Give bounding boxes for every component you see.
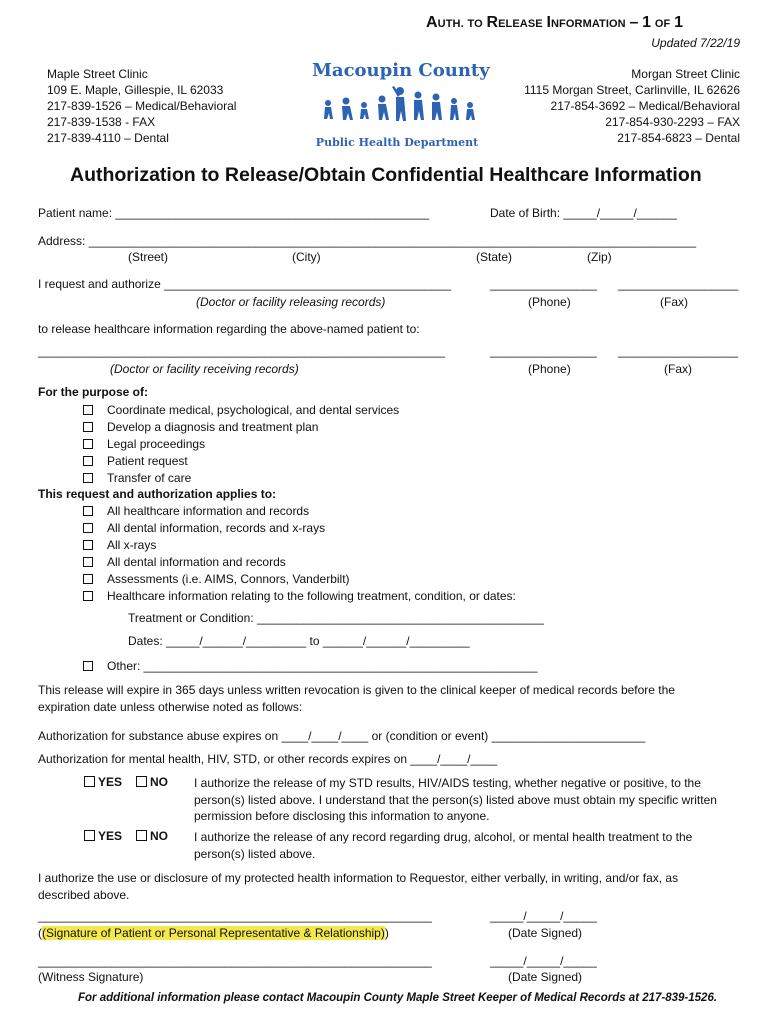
document-header-title: AUTH. TO RELEASE INFORMATION – 1 OF 1 <box>426 14 684 31</box>
purpose-list <box>83 402 399 487</box>
left-clinic-dental: 217-839-4110 – Dental <box>47 131 169 145</box>
right-clinic-info <box>524 66 740 146</box>
left-clinic-name: Maple Street Clinic <box>47 67 148 81</box>
logo-figures-icon <box>312 81 482 131</box>
other-field[interactable]: Other: ___________________________________________________________ <box>83 659 537 673</box>
right-clinic-address: 1115 Morgan Street, Carlinville, IL 62626 <box>524 83 740 97</box>
signature-date-line[interactable]: _____/_____/_____ <box>490 909 597 923</box>
logo-subtitle: Public Health Department <box>315 136 479 149</box>
checkbox-icon[interactable] <box>83 405 93 415</box>
witness-signature-line[interactable]: ___________________________________________________________ <box>38 954 432 968</box>
right-clinic-name: Morgan Street Clinic <box>631 67 740 81</box>
std-no-option[interactable]: NO <box>136 775 168 789</box>
releasing-fax-caption: (Fax) <box>660 295 688 309</box>
release-to-text: to release healthcare information regarding the above-named patient to: <box>38 322 420 336</box>
address-zip-caption: (Zip) <box>587 250 612 264</box>
releasing-provider-field[interactable]: I request and authorize ___________________________________________ <box>38 277 452 291</box>
witness-date-signed-caption: (Date Signed) <box>508 970 583 984</box>
date-signed-caption: (Date Signed) <box>508 926 583 940</box>
address-field[interactable]: Address: ___________________________________________________________________________________________ <box>38 234 697 248</box>
drug-release-text: I authorize the release of any record regarding drug, alcohol, or mental health treatment to the person(s) listed above. <box>194 830 693 861</box>
checkbox-icon[interactable] <box>83 456 93 466</box>
releasing-phone-field[interactable]: ________________ <box>490 277 597 291</box>
checkbox-icon[interactable] <box>83 422 93 432</box>
applies-item[interactable]: Healthcare information relating to the following treatment, condition, or dates: <box>83 588 516 605</box>
treatment-condition-field[interactable]: Treatment or Condition: ___________________________________________ <box>128 611 544 625</box>
updated-date: Updated 7/22/19 <box>651 36 740 50</box>
checkbox-icon[interactable] <box>83 473 93 483</box>
applies-heading: This request and authorization applies to: <box>38 487 277 501</box>
expiration-text: This release will expire in 365 days unless written revocation is given to the clinical keeper of medical records before the expiration date unless otherwise noted as follows: <box>38 683 675 714</box>
checkbox-icon[interactable] <box>83 574 93 584</box>
left-clinic-address: 109 E. Maple, Gillespie, IL 62033 <box>47 83 224 97</box>
checkbox-icon[interactable] <box>83 557 93 567</box>
std-yes-option[interactable]: YES <box>84 775 122 789</box>
std-release-text: I authorize the release of my STD results, HIV/AIDS testing, whether negative or positive, to the person(s) listed above. I understand that the person(s) listed above must obtain my specific written permission before disclosing this information to anyone. <box>194 776 717 823</box>
drug-no-option[interactable]: NO <box>136 829 168 843</box>
checkbox-icon[interactable] <box>84 776 95 787</box>
footer-contact: For additional information please contact Macoupin County Maple Street Keeper of Medical Records at 217-839-1526. <box>78 992 718 1004</box>
signature-caption: ((Signature of Patient or Personal Representative & Relationship)) <box>38 926 389 940</box>
use-disclosure-text: I authorize the use or disclosure of my protected health information to Requestor, either verbally, in writing, and/or fax, as described above. <box>38 871 679 902</box>
applies-list <box>83 503 516 605</box>
receiving-fax-caption: (Fax) <box>664 362 692 376</box>
checkbox-icon[interactable] <box>83 540 93 550</box>
dates-field[interactable]: Dates: _____/______/_________ to ______/______/_________ <box>128 634 470 648</box>
purpose-heading: For the purpose of: <box>38 385 148 399</box>
right-clinic-medical-phone: 217-854-3692 – Medical/Behavioral <box>550 99 740 113</box>
drug-yes-option[interactable]: YES <box>84 829 122 843</box>
releasing-fax-field[interactable]: __________________ <box>618 277 739 291</box>
date-of-birth-field[interactable]: Date of Birth: _____/_____/______ <box>490 206 677 220</box>
checkbox-icon[interactable] <box>84 830 95 841</box>
address-state-caption: (State) <box>476 250 513 264</box>
releasing-caption: (Doctor or facility releasing records) <box>196 295 386 309</box>
right-clinic-fax: 217-854-930-2293 – FAX <box>605 115 740 129</box>
applies-item[interactable]: Assessments (i.e. AIMS, Connors, Vanderbilt) <box>83 571 516 588</box>
applies-item[interactable]: All x-rays <box>83 537 516 554</box>
checkbox-icon[interactable] <box>136 830 147 841</box>
checkbox-icon[interactable] <box>83 591 93 601</box>
checkbox-icon[interactable] <box>83 661 93 671</box>
purpose-item[interactable]: Patient request <box>83 453 399 470</box>
witness-caption: (Witness Signature) <box>38 970 144 984</box>
purpose-item[interactable]: Develop a diagnosis and treatment plan <box>83 419 399 436</box>
left-clinic-medical-phone: 217-839-1526 – Medical/Behavioral <box>47 99 237 113</box>
purpose-item[interactable]: Coordinate medical, psychological, and dental services <box>83 402 399 419</box>
signature-caption-highlight: (Signature of Patient or Personal Representative & Relationship) <box>42 926 385 940</box>
receiving-provider-field[interactable]: _____________________________________________________________ <box>38 344 446 358</box>
receiving-caption: (Doctor or facility receiving records) <box>110 362 299 376</box>
checkbox-icon[interactable] <box>136 776 147 787</box>
mental-health-expiry-field[interactable]: Authorization for mental health, HIV, STD, or other records expires on ____/____/____ <box>38 752 498 766</box>
health-department-logo <box>312 60 490 150</box>
receiving-phone-caption: (Phone) <box>528 362 571 376</box>
address-street-caption: (Street) <box>128 250 169 264</box>
purpose-item[interactable]: Transfer of care <box>83 470 399 487</box>
checkbox-icon[interactable] <box>83 523 93 533</box>
substance-abuse-expiry-field[interactable]: Authorization for substance abuse expires on ____/____/____ or (condition or event) _______________________ <box>38 729 646 743</box>
form-title: Authorization to Release/Obtain Confidential Healthcare Information <box>70 164 702 186</box>
applies-item[interactable]: All dental information, records and x-rays <box>83 520 516 537</box>
purpose-item[interactable]: Legal proceedings <box>83 436 399 453</box>
address-city-caption: (City) <box>292 250 321 264</box>
left-clinic-fax: 217-839-1538 - FAX <box>47 115 156 129</box>
checkbox-icon[interactable] <box>83 506 93 516</box>
left-clinic-info <box>47 66 236 146</box>
patient-name-field[interactable]: Patient name: _______________________________________________ <box>38 206 430 220</box>
receiving-phone-field[interactable]: ________________ <box>490 344 597 358</box>
checkbox-icon[interactable] <box>83 439 93 449</box>
applies-item[interactable]: All healthcare information and records <box>83 503 516 520</box>
right-clinic-dental: 217-854-6823 – Dental <box>617 131 740 145</box>
witness-date-line[interactable]: _____/_____/_____ <box>490 954 597 968</box>
applies-item[interactable]: All dental information and records <box>83 554 516 571</box>
releasing-phone-caption: (Phone) <box>528 295 571 309</box>
logo-title: Macoupin County <box>312 60 490 81</box>
signature-line[interactable]: ___________________________________________________________ <box>38 909 432 923</box>
receiving-fax-field[interactable]: __________________ <box>618 344 739 358</box>
